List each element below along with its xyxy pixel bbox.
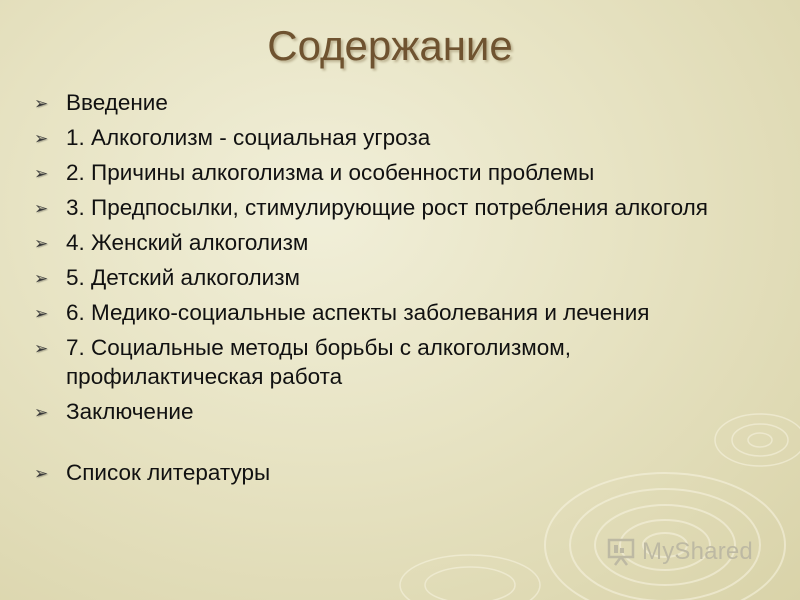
- toc-item-text: Заключение: [66, 399, 194, 424]
- toc-item-text: Список литературы: [66, 460, 271, 485]
- arrow-bullet-icon: ➢: [34, 199, 49, 218]
- table-of-contents: [34, 88, 754, 487]
- toc-item-text: 1. Алкоголизм - социальная угроза: [66, 125, 431, 150]
- watermark-text: MyShared: [642, 538, 753, 565]
- arrow-bullet-icon: ➢: [34, 269, 49, 288]
- toc-item: [34, 333, 754, 391]
- toc-item-text: 4. Женский алкоголизм: [66, 230, 309, 255]
- presentation-board-icon: [606, 537, 636, 567]
- arrow-bullet-icon: ➢: [34, 304, 49, 323]
- myshared-watermark: [606, 537, 753, 567]
- toc-item-text: 2. Причины алкоголизма и особенности проблемы: [66, 160, 595, 185]
- toc-item: [34, 228, 754, 257]
- toc-item-text: 7. Социальные методы борьбы с алкоголизмом, профилактическая работа: [66, 335, 571, 389]
- toc-item: [34, 397, 754, 426]
- toc-item: [34, 263, 754, 292]
- toc-item: [34, 88, 754, 117]
- arrow-bullet-icon: ➢: [34, 234, 49, 253]
- arrow-bullet-icon: ➢: [34, 339, 49, 358]
- arrow-bullet-icon: ➢: [34, 403, 49, 422]
- toc-item: [34, 123, 754, 152]
- toc-item: [34, 158, 754, 187]
- toc-item: [34, 458, 754, 487]
- slide-title: Содержание: [267, 22, 513, 69]
- toc-item-text: 5. Детский алкоголизм: [66, 265, 301, 290]
- arrow-bullet-icon: ➢: [34, 94, 49, 113]
- toc-item-text: 6. Медико-социальные аспекты заболевания и лечения: [66, 300, 650, 325]
- arrow-bullet-icon: ➢: [34, 164, 49, 183]
- toc-item-text: 3. Предпосылки, стимулирующие рост потребления алкоголя: [66, 195, 708, 220]
- arrow-bullet-icon: ➢: [34, 464, 49, 483]
- toc-item: [34, 298, 754, 327]
- arrow-bullet-icon: ➢: [34, 129, 49, 148]
- toc-item: [34, 193, 754, 222]
- toc-item-text: Введение: [66, 90, 168, 115]
